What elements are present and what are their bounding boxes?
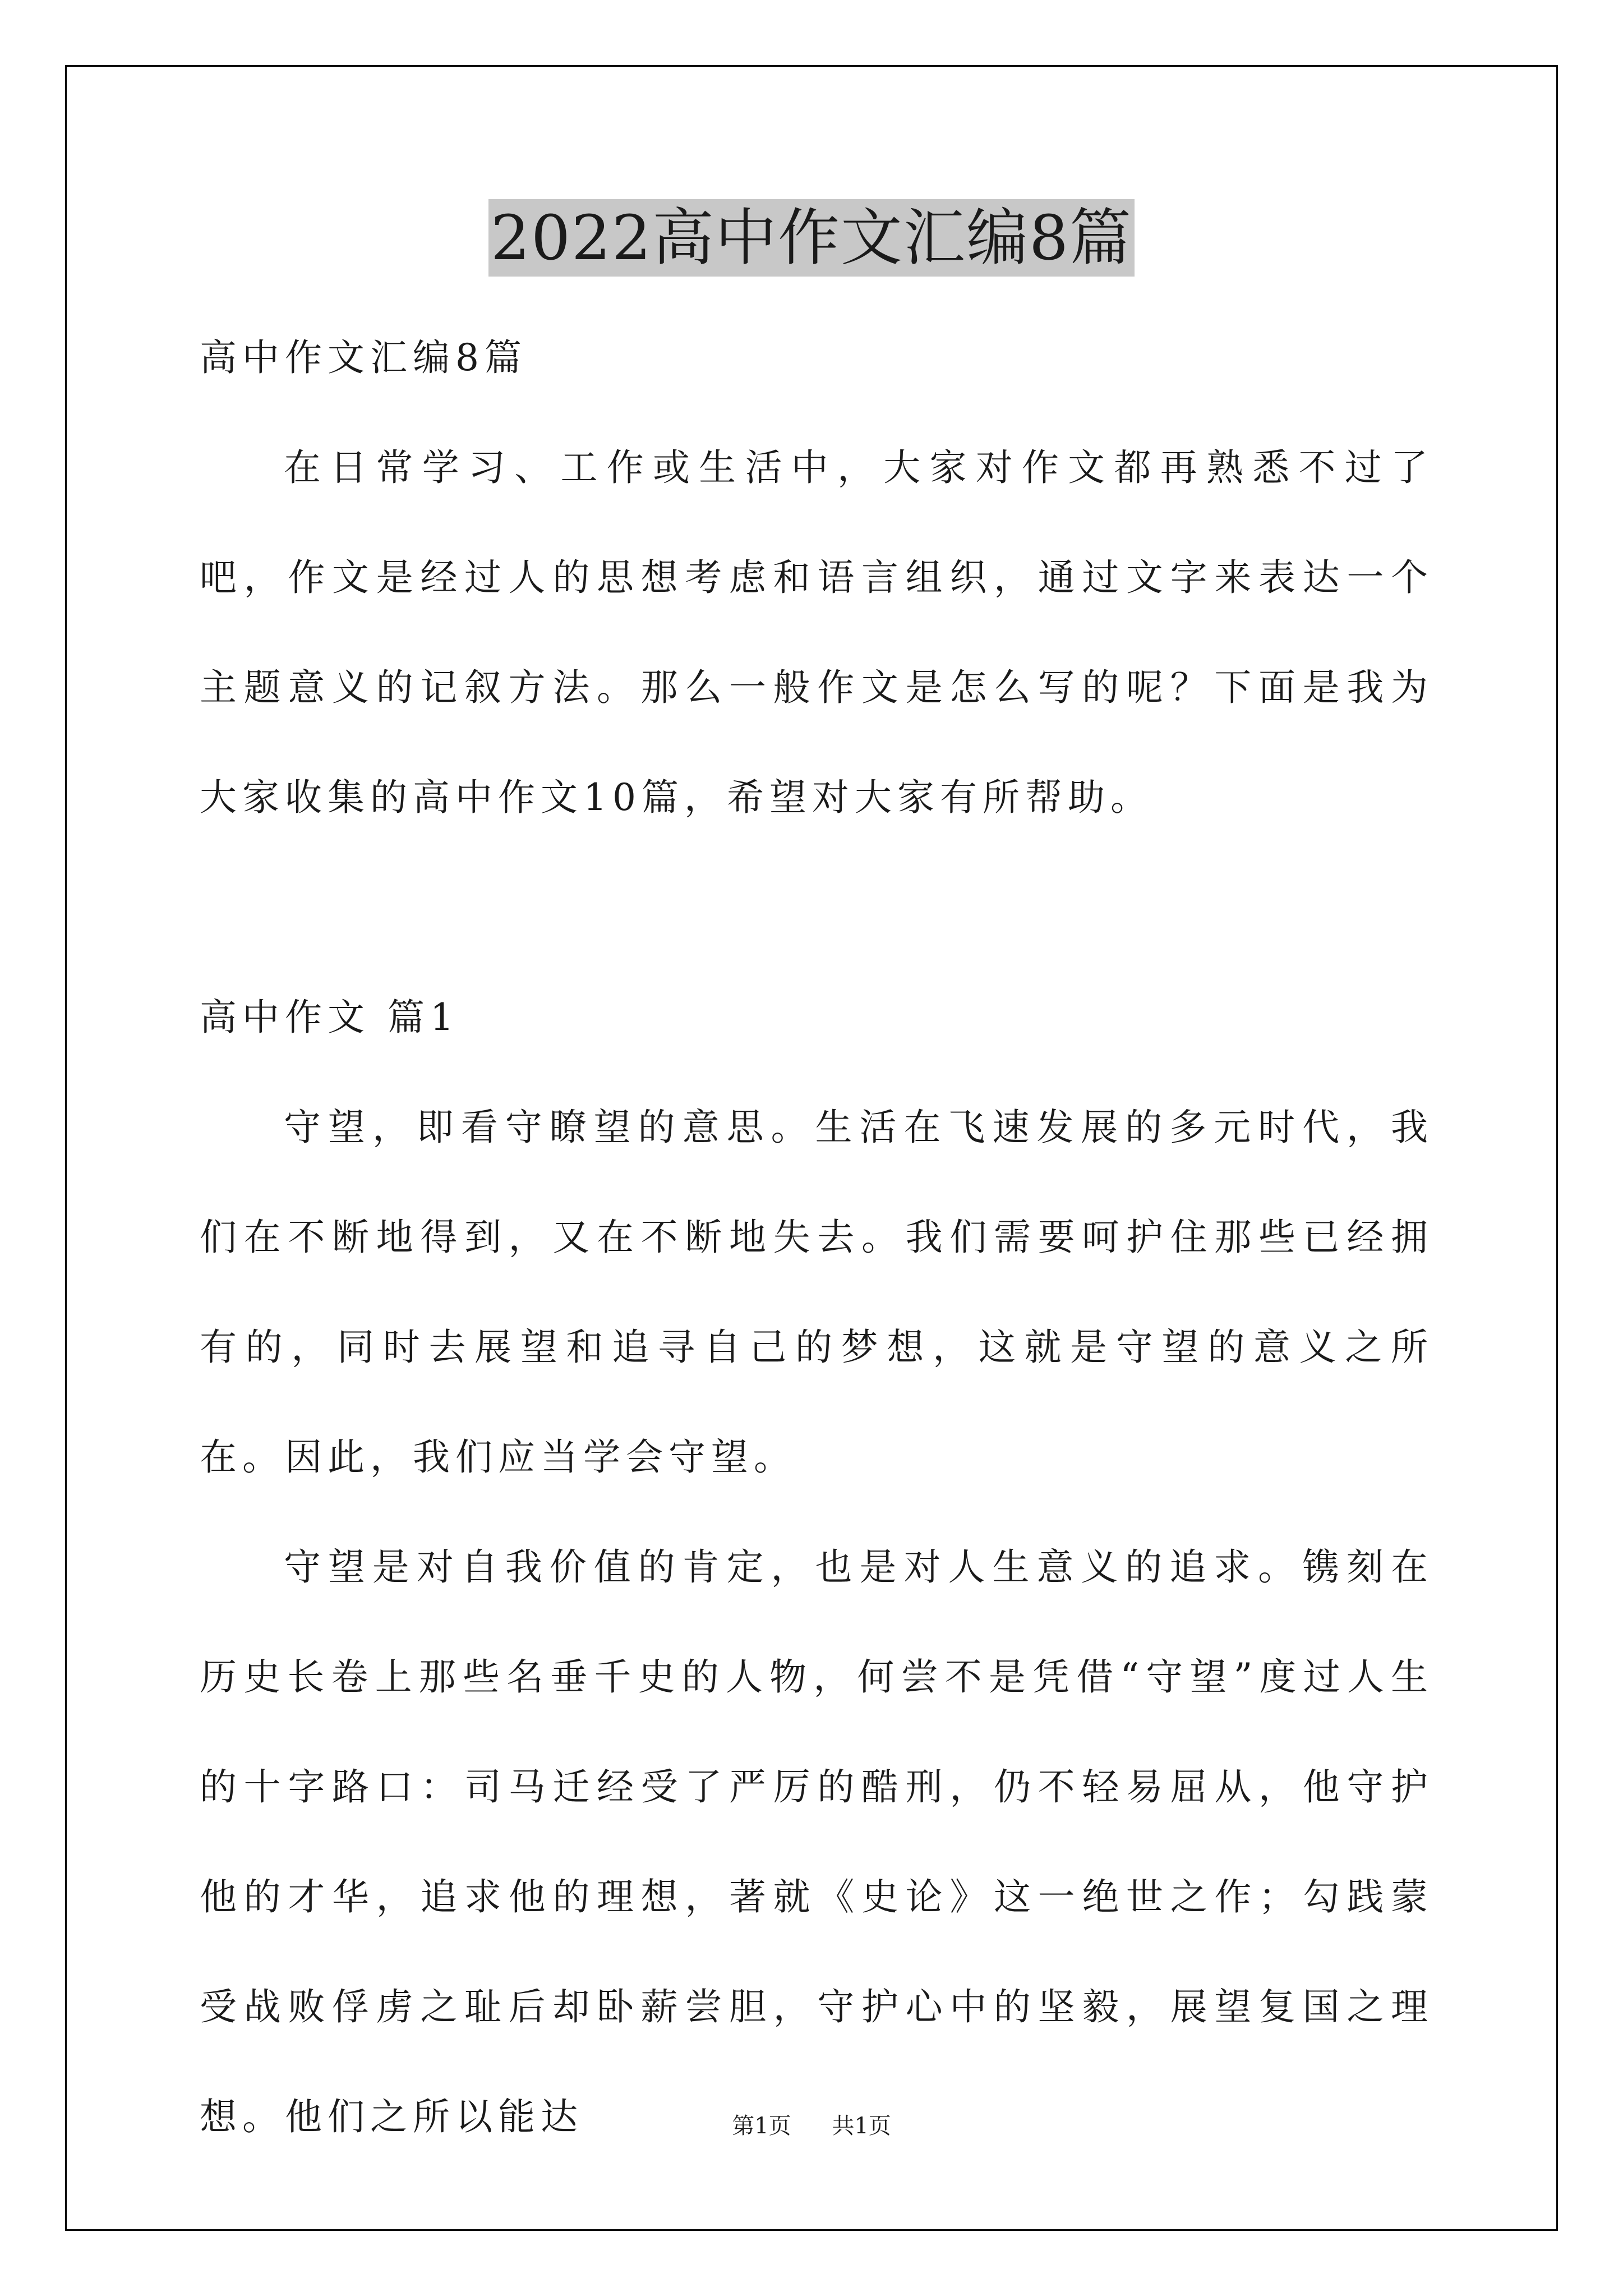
section-spacer [200,853,1433,963]
essay-paragraph-2: 守望是对自我价值的肯定，也是对人生意义的追求。镌刻在历史长卷上那些名垂千史的人物，何尝不是凭借“守望”度过人生的十字路口：司马迁经受了严厉的酷刑，仍不轻易屈从，他守护他的才华，追求他的理想，著就《史论》这一绝世之作；勾践蒙受战败俘虏之耻后却卧薪尝胆，守护心中的坚毅，展望复国之理想。他们之所以能达 [200,1545,1433,2138]
document-body [200,303,1433,2172]
page-number: 第1页 [732,2113,791,2139]
document-title: 2022高中作文汇编8篇 [488,199,1135,277]
page-total: 共1页 [832,2113,891,2139]
intro-paragraph: 在日常学习、工作或生活中，大家对作文都再熟悉不过了吧，作文是经过人的思想考虑和语言组织，通过文字来表达一个主题意义的记叙方法。那么一般作文是怎么写的呢？下面是我为大家收集的高中作文10篇，希望对大家有所帮助。 [200,446,1433,819]
essay-paragraph-1: 守望，即看守瞭望的意思。生活在飞速发展的多元时代，我们在不断地得到，又在不断地失去。我们需要呵护住那些已经拥有的，同时去展望和追寻自己的梦想，这就是守望的意义之所在。因此，我们应当学会守望。 [200,1106,1433,1479]
document-subtitle: 高中作文汇编8篇 [200,336,527,379]
title-container [0,199,1623,277]
section-heading: 高中作文 篇1 [200,996,459,1039]
page-footer [0,2112,1623,2140]
